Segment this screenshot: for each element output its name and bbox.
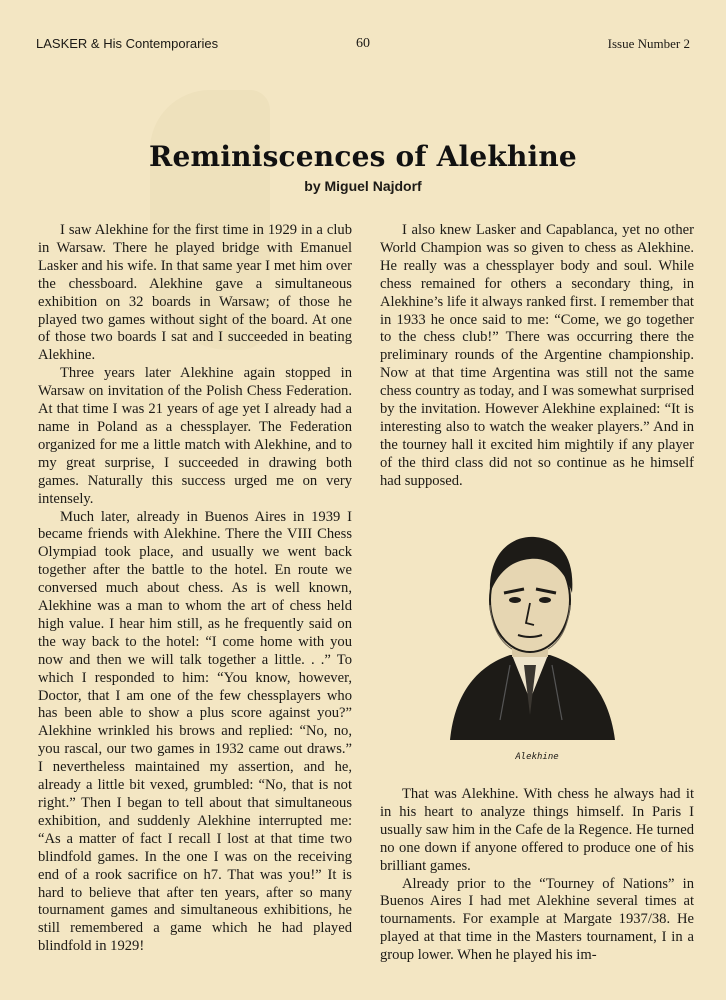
paragraph: Three years later Alekhine again stopped in Warsaw on invitation of the Polish Chess Federation. At that time I was 21 years of age yet I already had a name in Poland as a chessplayer. The Federation organized for me a little match with Alekhine, and to my great surprise, I succeeded in drawing both games. Naturally this success urged me on very intensely. [38, 365, 352, 507]
paragraph: I saw Alekhine for the first time in 1929 in a club in Warsaw. There he played bridge with Emanuel Lasker and his wife. In that same year I met him over the chessboard. Alekhine gave a simultaneous exhibition on 32 boards in Warsaw; of those he played two games without sight of the board. At one of those two boards I sat and I succeeded in beating Alekhine. [38, 222, 352, 364]
right-column-bottom [380, 786, 694, 965]
paragraph: That was Alekhine. With chess he always had it in his heart to analyze things himself. In Paris I usually saw him in the Cafe de la Regence. He turned no one down if anyone offered to produce one of his brilliant games. [380, 786, 694, 874]
right-column-top [380, 222, 694, 491]
running-head [36, 36, 690, 54]
issue-number: Issue Number 2 [607, 36, 690, 51]
figure-caption: Alekhine [515, 752, 559, 762]
paragraph: Already prior to the “Tourney of Nations” in Buenos Aires I had met Alekhine several times at tournaments. For example at Margate 1937/38. He played at that time in the Masters tournament, I in a group lower. When he played his im- [380, 875, 694, 964]
left-column [38, 222, 352, 956]
alekhine-portrait-illustration [440, 515, 620, 740]
article-title: Reminiscences of Alekhine [149, 140, 577, 173]
journal-title: LASKER & His Contemporaries [36, 36, 219, 51]
article-byline: by Miguel Najdorf [304, 178, 422, 194]
page-number: 60 [356, 36, 370, 51]
paragraph: Much later, already in Buenos Aires in 1939 I became friends with Alekhine. There the VIII Chess Olympiad took place, and usually we went back together after the battle to the hotel. En route we conversed much about chess. As is well known, Alekhine was a man to whom the art of chess held high value. I hear him still, as he frequently said on the way back to the hotel: “I come home with you now and then we will talk together a little. . .” To which I responded to him: “You know, however, Doctor, that I am one of the few chessplayers who has been able to show a plus score against you?” Alekhine wrinkled his brows and replied: “No, no, you rascal, our two games in 1932 came out draws.” I nevertheless maintained my assertion, and he, already a little bit vexed, grumbled: “No, that is not right.” Then I began to tell about that simultaneous exhibition, and suddenly Alekhine interrupted me: “As a matter of fact I recall I lost at that time two blindfold games. In the one I was on the receiving end of a rook sacrifice on h7. That was you!” It is hard to believe that after ten years, after so many tournament games and simultaneous exhibitions, he still remembered a game which he had played blindfold in 1929! [38, 508, 352, 955]
paragraph: I also knew Lasker and Capablanca, yet no other World Champion was so given to chess as Alekhine. He really was a chessplayer body and soul. While chess remained for others a secondary thing, in Alekhine’s life it always ranked first. I remember that in 1933 he once said to me: “Come, we go together to the chess club!” There was occurring there the preliminary rounds of the Argentine championship. Now at that time Argentina was still not the same chess country as today, and I was somewhat surprised by the invitation. However Alekhine explained: “It is interesting also to watch the weaker players.” And in the tourney hall it excited him mightily if any player of the third class did not so continue as he himself had supposed. [380, 222, 694, 489]
